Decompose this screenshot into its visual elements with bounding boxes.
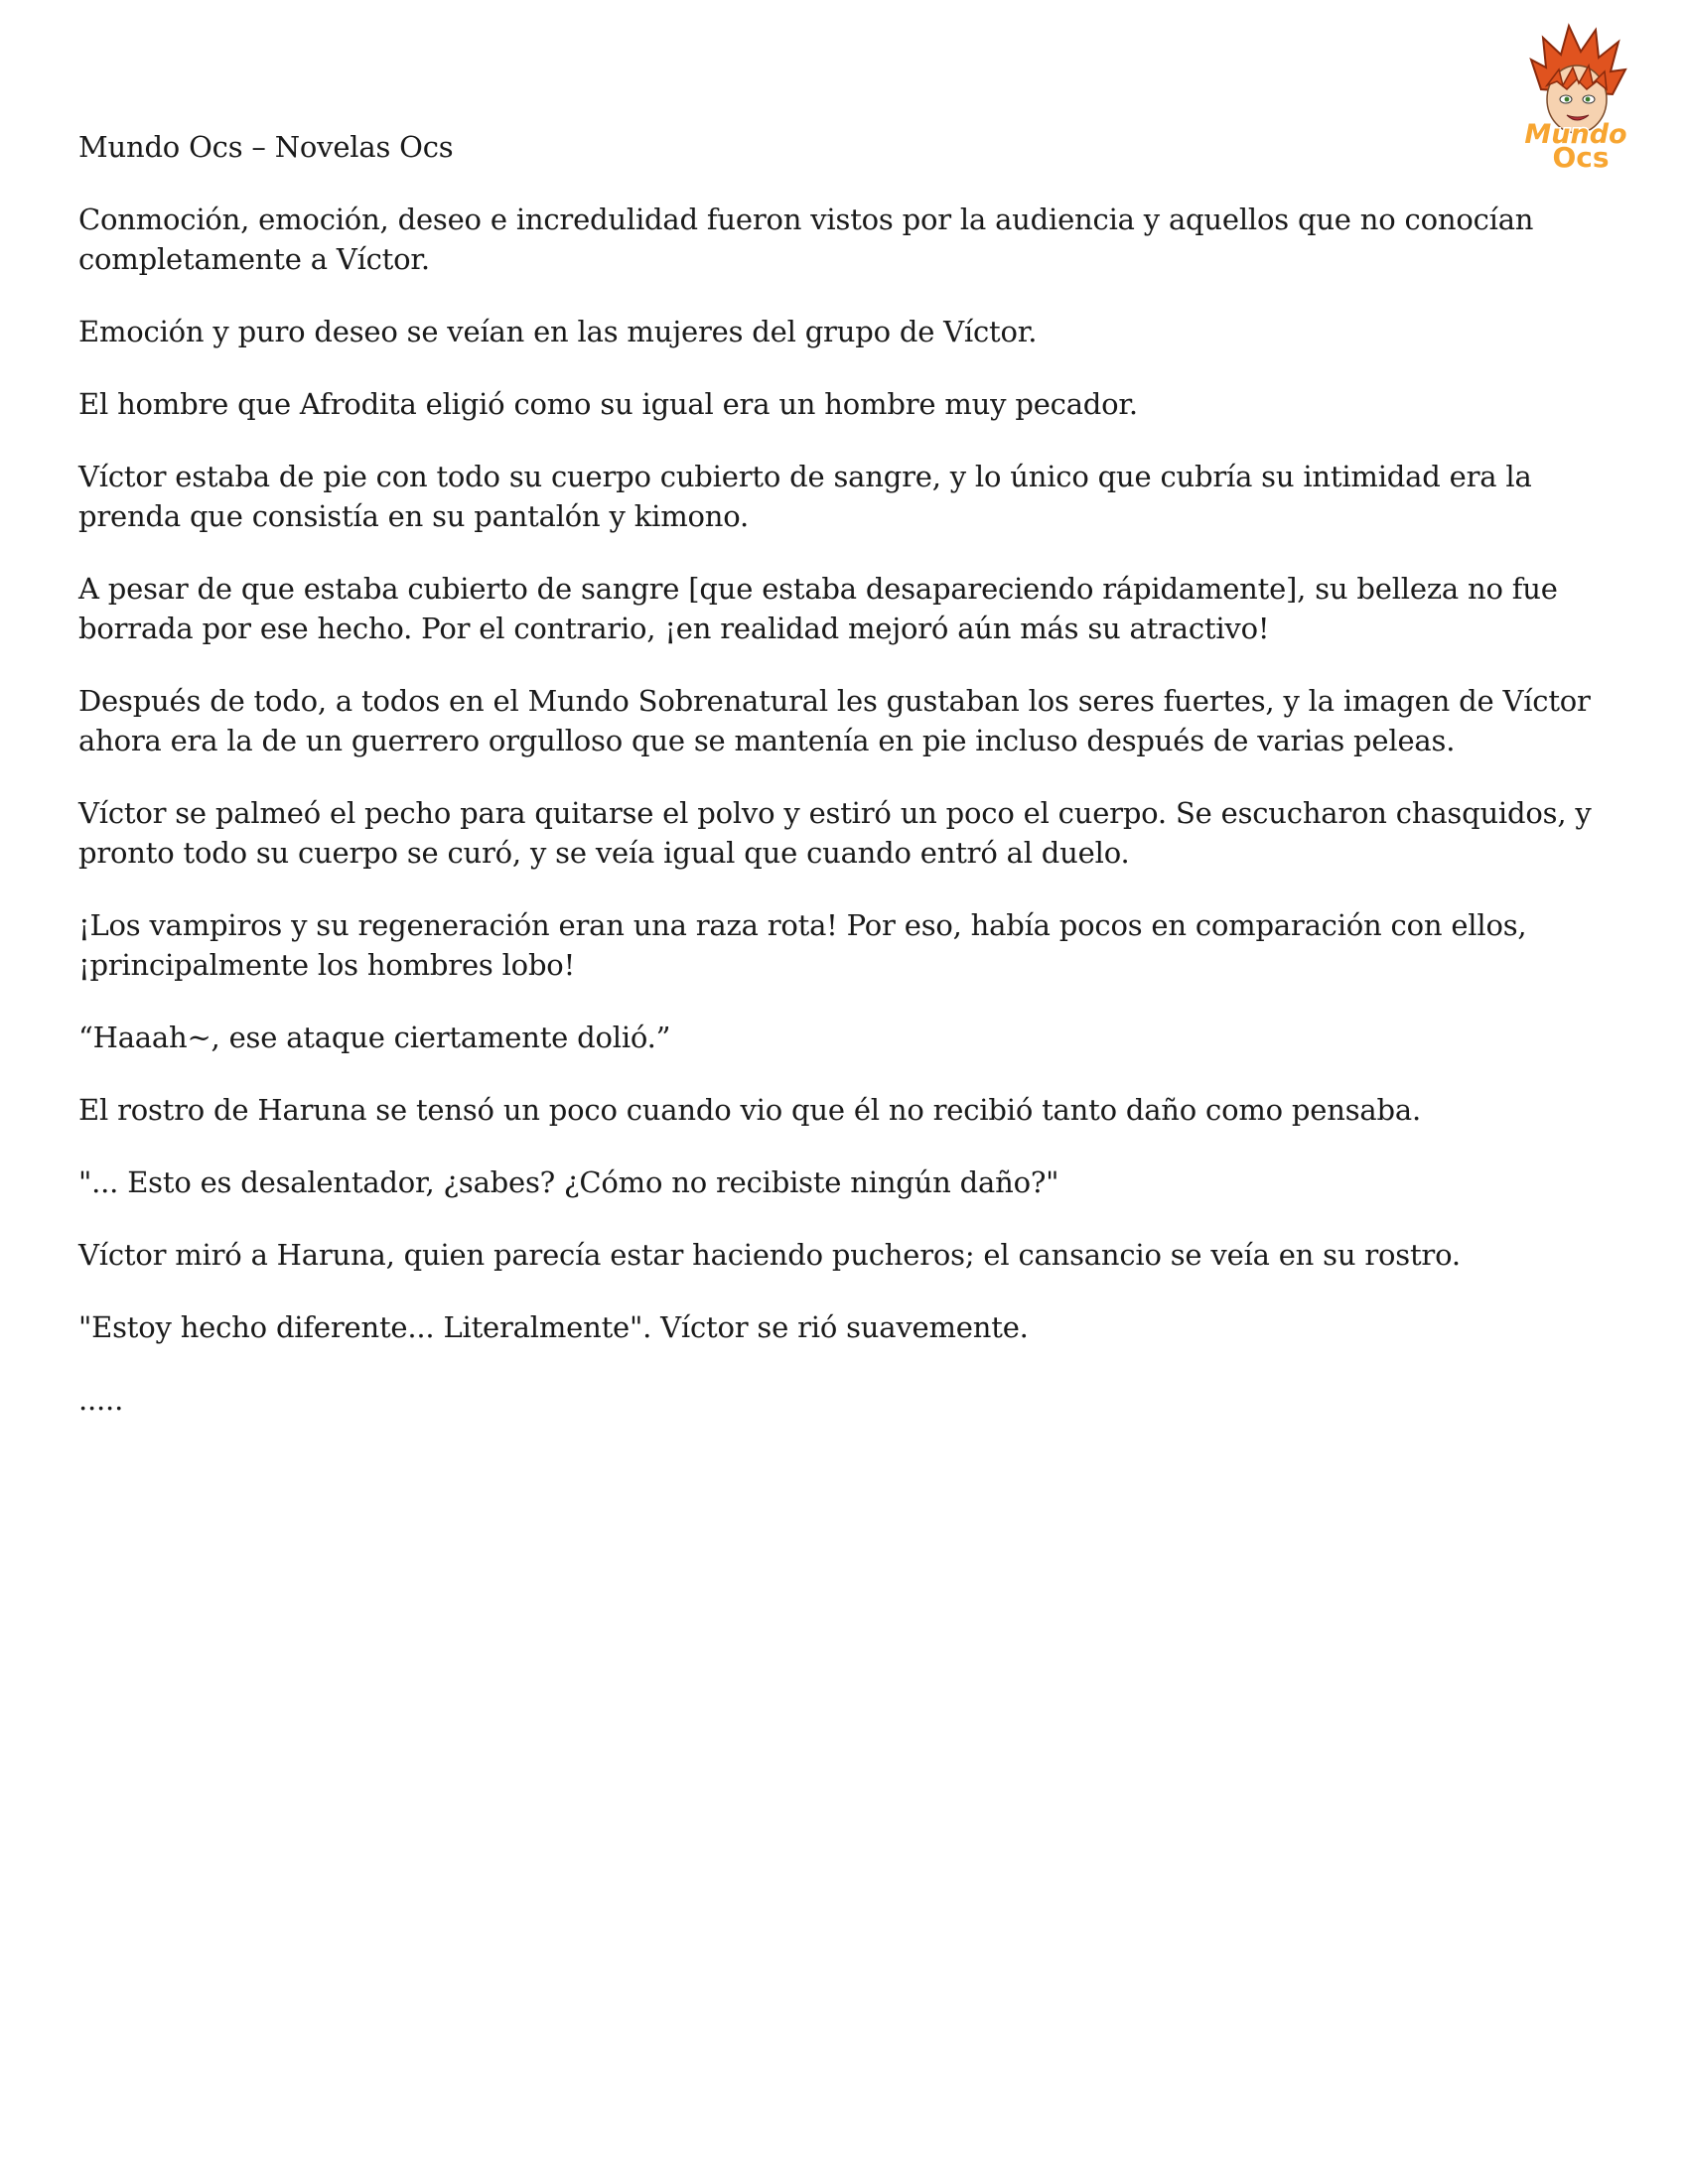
paragraph: El hombre que Afrodita eligió como su igual era un hombre muy pecador. bbox=[78, 387, 1138, 421]
paragraph: Víctor estaba de pie con todo su cuerpo cubierto de sangre, y lo único que cubría su intimidad era la prenda que consistía en su pantalón y kimono. bbox=[78, 460, 1532, 533]
document-body bbox=[78, 127, 1627, 1452]
paragraph: A pesar de que estaba cubierto de sangre [que estaba desapareciendo rápidamente], su belleza no fue borrada por ese hecho. Por el contrario, ¡en realidad mejoró aún más su atractivo! bbox=[78, 572, 1558, 645]
paragraph: Conmoción, emoción, deseo e incredulidad fueron vistos por la audiencia y aquellos que no conocían completamente a Víctor. bbox=[78, 203, 1534, 276]
paragraph: "... Esto es desalentador, ¿sabes? ¿Cómo no recibiste ningún daño?" bbox=[78, 1165, 1059, 1199]
logo-text-line1: Mundo bbox=[1524, 119, 1627, 150]
paragraph: ¡Los vampiros y su regeneración eran una raza rota! Por eso, había pocos en comparación con ellos, ¡principalmente los hombres lobo! bbox=[78, 908, 1527, 982]
paragraph: El rostro de Haruna se tensó un poco cuando vio que él no recibió tanto daño como pensaba. bbox=[78, 1093, 1421, 1127]
paragraph: Después de todo, a todos en el Mundo Sobrenatural les gustaban los seres fuertes, y la imagen de Víctor ahora era la de un guerrero orgulloso que se mantenía en pie incluso después de varias peleas. bbox=[78, 684, 1591, 757]
paragraph: “Haaah~, ese ataque ciertamente dolió.” bbox=[78, 1021, 671, 1054]
paragraph-ellipsis: ..... bbox=[78, 1383, 124, 1417]
paragraph: "Estoy hecho diferente... Literalmente". Víctor se rió suavemente. bbox=[78, 1310, 1029, 1344]
paragraph: Emoción y puro deseo se veían en las mujeres del grupo de Víctor. bbox=[78, 315, 1038, 348]
paragraph: Víctor se palmeó el pecho para quitarse el polvo y estiró un poco el cuerpo. Se escucharon chasquidos, y pronto todo su cuerpo se curó, y se veía igual que cuando entró al duelo. bbox=[78, 796, 1592, 870]
paragraph: Víctor miró a Haruna, quien parecía estar haciendo pucheros; el cansancio se veía en su rostro. bbox=[78, 1238, 1461, 1272]
document-header-title: Mundo Ocs – Novelas Ocs bbox=[78, 130, 454, 164]
logo-text-line2: Ocs bbox=[1552, 141, 1610, 174]
